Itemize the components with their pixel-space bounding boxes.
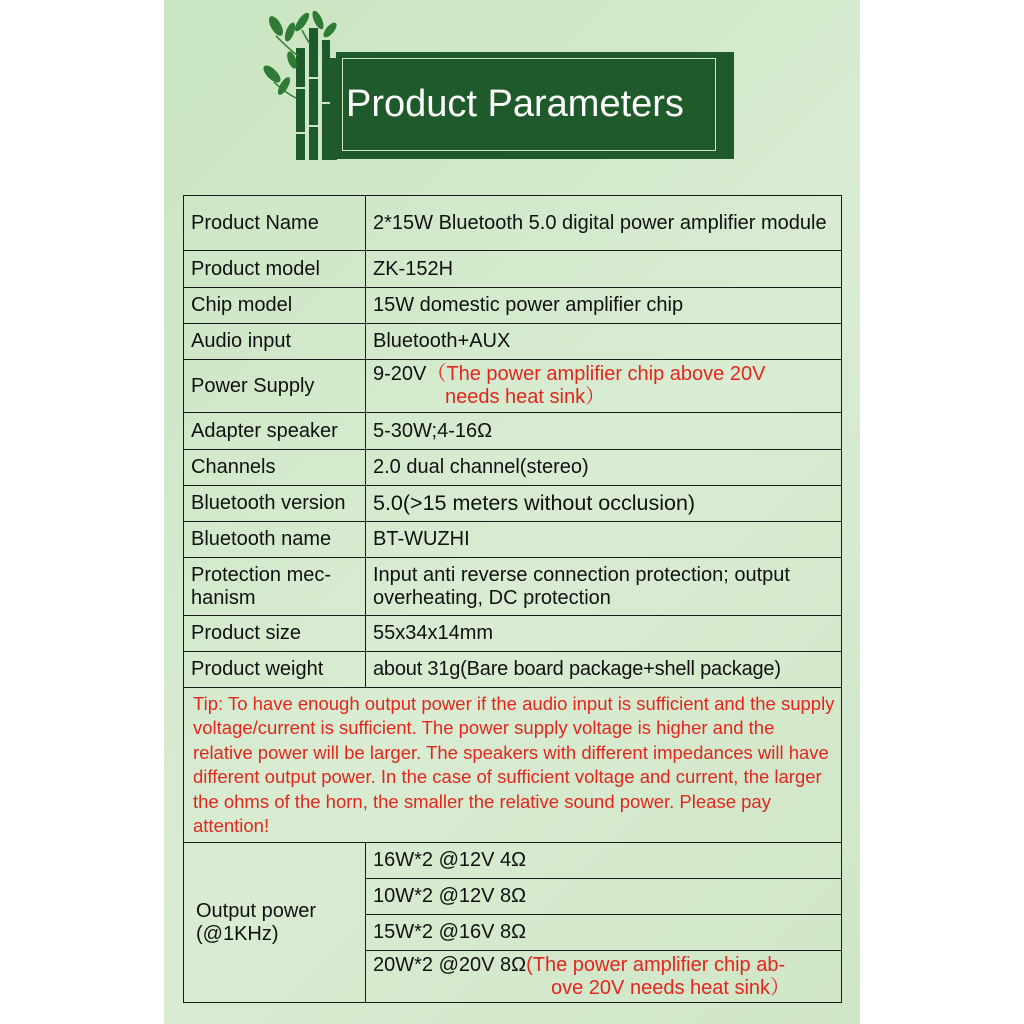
spec-value <box>366 360 842 413</box>
spec-label: Bluetooth name <box>184 522 366 558</box>
table-row <box>184 558 842 616</box>
spec-value: 5.0(>15 meters without occlusion) <box>366 486 842 522</box>
table-row <box>184 450 842 486</box>
spec-value: BT-WUZHI <box>366 522 842 558</box>
spec-label: Product weight <box>184 652 366 688</box>
parameters-table <box>183 195 842 1003</box>
spec-value: Input anti reverse connection protection; output overheating, DC protection <box>366 558 842 616</box>
table-row <box>184 486 842 522</box>
protection-label-line2: hanism <box>191 586 256 609</box>
output-power-row: 10W*2 @12V 8Ω <box>366 879 842 915</box>
spec-value: 15W domestic power amplifier chip <box>366 288 842 324</box>
table-row <box>184 324 842 360</box>
table-row <box>184 652 842 688</box>
spec-value: 2.0 dual channel(stereo) <box>366 450 842 486</box>
output-power-note-cont: ove 20V needs heat sink） <box>551 976 791 999</box>
table-row <box>184 843 842 879</box>
output-power-row: 15W*2 @16V 8Ω <box>366 915 842 951</box>
spec-label: Audio input <box>184 324 366 360</box>
output-power-note: (The power amplifier chip ab- <box>526 953 786 976</box>
spec-value: about 31g(Bare board package+shell package) <box>366 652 842 688</box>
table-row <box>184 360 842 413</box>
spec-label: Channels <box>184 450 366 486</box>
page-title: Product Parameters <box>346 83 684 125</box>
output-power-label <box>184 843 366 1003</box>
output-power-label-line2: (@1KHz) <box>196 922 279 945</box>
spec-label: Power Supply <box>184 360 366 413</box>
tip-note: Tip: To have enough output power if the audio input is sufficient and the supply voltage/current is sufficient. The power supply voltage is higher and the relative power will be larger. The speakers with different impedances will have different output power. In the case of sufficient voltage and current, the larger the ohms of the horn, the smaller the relative sound power. Please pay attention! <box>184 688 842 843</box>
table-row <box>184 522 842 558</box>
power-supply-note: （The power amplifier chip above 20V <box>426 363 766 385</box>
spec-label: Product size <box>184 616 366 652</box>
protection-label-line1: Protection mec- <box>191 563 332 586</box>
power-supply-note-cont: needs heat sink） <box>445 386 606 408</box>
spec-value: 5-30W;4-16Ω <box>366 413 842 450</box>
output-power-label-line1: Output power <box>196 899 317 922</box>
table-row <box>184 196 842 251</box>
power-supply-value: 9-20V <box>373 363 427 385</box>
table-row <box>184 616 842 652</box>
table-row <box>184 413 842 450</box>
spec-label: Bluetooth version <box>184 486 366 522</box>
spec-label: Product model <box>184 251 366 288</box>
output-power-value: 20W*2 @20V 8Ω <box>373 953 527 976</box>
spec-label <box>184 558 366 616</box>
spec-value: 55x34x14mm <box>366 616 842 652</box>
table-row <box>184 688 842 843</box>
output-power-row <box>366 951 842 1003</box>
table-row <box>184 251 842 288</box>
spec-label: Product Name <box>184 196 366 251</box>
spec-label: Chip model <box>184 288 366 324</box>
spec-value: 2*15W Bluetooth 5.0 digital power amplifier module <box>366 196 842 251</box>
output-power-row: 16W*2 @12V 4Ω <box>366 843 842 879</box>
spec-label: Adapter speaker <box>184 413 366 450</box>
spec-value: Bluetooth+AUX <box>366 324 842 360</box>
table-row <box>184 288 842 324</box>
spec-value: ZK-152H <box>366 251 842 288</box>
